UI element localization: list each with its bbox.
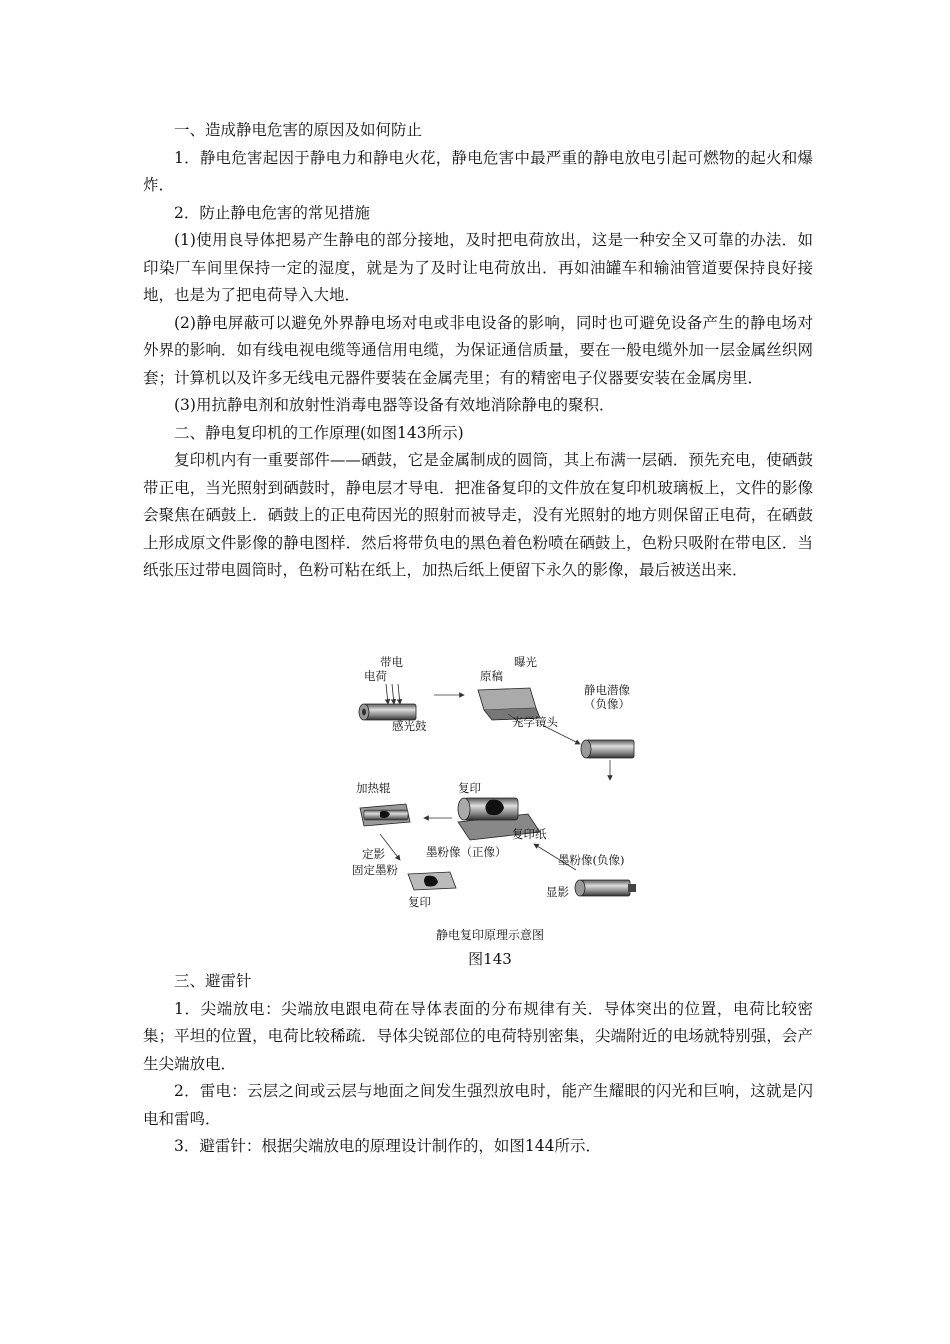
label-toner-positive: 墨粉像（正像） — [426, 845, 507, 859]
final-copy — [408, 872, 456, 890]
label-latent: 静电潜像 — [584, 683, 630, 697]
label-copy-1: 复印 — [458, 781, 481, 795]
label-copy-2: 复印 — [408, 895, 431, 909]
label-lens: 光学镜头 — [512, 715, 558, 729]
section3-heading: 三、避雷针 — [174, 972, 252, 990]
label-original: 原稿 — [480, 669, 503, 683]
section2-body: 复印机内有一重要部件——硒鼓，它是金属制成的圆筒，其上布满一层硒．预先充电，使硒鼓带正电，当光照射到硒鼓时，静电层才导电．把准备复印的文件放在复印机玻璃板上，文件的影像会聚焦在硒鼓上．硒鼓上的正电荷因光的照射而被导走，没有光照射的地方则保留正电荷，在硒鼓上形成原文件影像的静电图样．然后将带负电的黑色着色粉喷在硒鼓上，色粉只吸附在带电区．当纸张压过带电圆筒时，色粉可粘在纸上，加热后纸上便留下永久的影像，最后被送出来． — [143, 451, 813, 579]
label-develop: 显影 — [546, 885, 569, 899]
heat-roller — [360, 804, 410, 826]
label-exposure: 曝光 — [514, 655, 537, 669]
measure-2: (2)静电屏蔽可以避免外界静电场对电或非电设备的影响，同时也可避免设备产生的静电场对外界的影响．如有线电视电缆等通信用电缆，为保证通信质量，要在一般电缆外加一层金属丝织网套；计算机以及许多无线电元器件要装在金属壳里；有的精密电子仪器要安装在金属房里． — [143, 313, 813, 387]
section3-paragraph-2: 2．雷电：云层之间或云层与地面之间发生强烈放电时，能产生耀眼的闪光和巨响，这就是闪电和雷鸣． — [143, 1082, 813, 1128]
section1-heading: 一、造成静电危害的原因及如何防止 — [174, 121, 423, 139]
label-fix: 定影 — [362, 847, 385, 861]
photosensitive-drum — [359, 684, 416, 720]
label-fix-toner: 固定墨粉 — [352, 863, 398, 877]
copier-diagram — [340, 648, 640, 978]
section3-paragraph-3: 3．避雷针：根据尖端放电的原理设计制作的，如图144所示． — [174, 1137, 601, 1155]
latent-image-drum — [581, 740, 634, 758]
section2-heading: 二、静电复印机的工作原理(如图143所示) — [174, 423, 464, 442]
developing-drum — [575, 880, 636, 896]
figure-number: 图143 — [468, 950, 512, 968]
measure-3: (3)用抗静电剂和放射性消毒电器等设备有效地消除静电的聚积． — [174, 396, 615, 414]
label-charge: 电荷 — [364, 669, 387, 683]
label-drum: 感光鼓 — [392, 719, 427, 733]
text-block-top — [143, 117, 813, 585]
label-latent-neg: （负像） — [584, 697, 630, 711]
label-copy-paper: 复印纸 — [512, 827, 547, 841]
measure-1: (1)使用良导体把易产生静电的部分接地，及时把电荷放出，这是一种安全又可靠的办法．如印染厂车间里保持一定的湿度，就是为了及时让电荷放出．再如油罐车和输油管道要保持良好接地，也是为了把电荷导入大地． — [143, 231, 813, 304]
label-charge-top: 带电 — [380, 655, 403, 669]
label-heat-roller: 加热辊 — [356, 781, 391, 795]
section1-paragraph-2-heading: 2．防止静电危害的常见措施 — [174, 203, 370, 222]
text-block-bottom — [143, 968, 813, 1161]
label-toner-negative: 墨粉像(负像) — [558, 853, 625, 867]
section3-paragraph-1: 1．尖端放电：尖端放电跟电荷在导体表面的分布规律有关．导体突出的位置，电荷比较密集；平坦的位置，电荷比较稀疏．导体尖锐部位的电荷特别密集，尖端附近的电场就特别强，会产生尖端放电． — [143, 999, 813, 1073]
figure-caption: 静电复印原理示意图 — [435, 928, 544, 942]
section1-paragraph-1: 1．静电危害起因于静电力和静电火花，静电危害中最严重的静电放电引起可燃物的起火和爆炸． — [143, 148, 813, 194]
